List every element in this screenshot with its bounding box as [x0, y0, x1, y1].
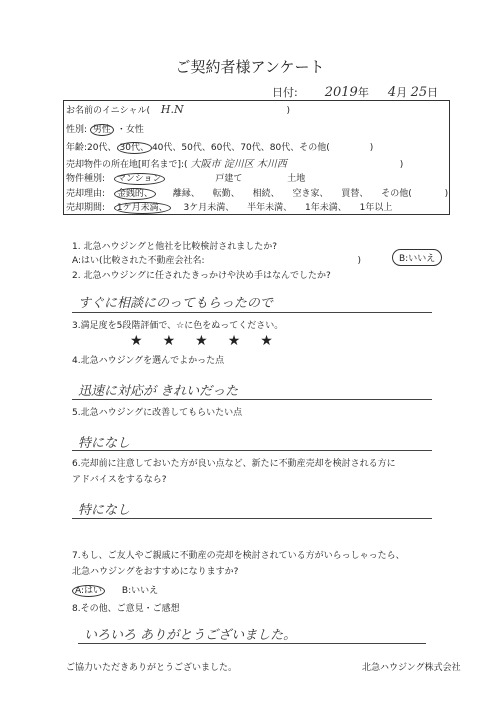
age-option-50: 50代、 [181, 143, 211, 153]
q2-answer: すぐに相談にのってもらったので [78, 296, 273, 311]
property-type-row [66, 171, 305, 184]
q7-options [72, 583, 158, 596]
gender-row [66, 122, 144, 135]
q6-text: 6.売却前に注意しておいた方が良い点など、新たに不動産売却を検討される方に [72, 459, 396, 469]
star-icon: ★ [130, 333, 143, 349]
date-year-unit: 年 [357, 86, 369, 99]
q7-text: 7.もし、ご友人やご親戚に不動産の売却を検討されている方がいらっしゃったら、 [72, 551, 405, 561]
address-row [66, 155, 403, 170]
address-value: 大阪市 淀川区 木川西 [190, 159, 287, 170]
q2-text: 2. 北急ハウジングに任されたきっかけや決め手はなんでしたか? [72, 271, 331, 281]
star-icon: ★ [162, 333, 176, 349]
footer-thanks: ご協力いただきありがとうございました。 [66, 663, 238, 673]
period-option-6m: 半年未満、 [247, 203, 293, 213]
page-title: ご契約者様アンケート [175, 58, 325, 76]
q7-text-2: 北急ハウジングをおすすめになりますか? [72, 567, 239, 577]
date-day-unit: 日 [427, 86, 439, 99]
q5-answer-line [72, 450, 432, 451]
period-option-1y: 1年未満、 [305, 203, 347, 213]
type-option-mansion: マンション [114, 173, 165, 185]
q5-answer: 特になし [78, 436, 131, 451]
q1-option-a-row [72, 253, 361, 266]
q4-text: 4.北急ハウジングを選んでよかった点 [72, 356, 225, 366]
initial-row [66, 103, 290, 116]
q7-option-a: A:はい [72, 585, 105, 597]
date-day: 25 [410, 85, 428, 100]
age-option-40: 40代、 [151, 143, 182, 153]
gender-option-male: 男性 [90, 124, 114, 136]
gender-label: 性別: [66, 125, 88, 135]
initial-close: ) [286, 106, 290, 116]
q3-star-rating [130, 330, 293, 349]
reason-option-divorce: 離縁、 [172, 189, 200, 199]
age-option-80: 80代、 [269, 143, 300, 153]
reason-option-financial: 金銭的、 [114, 188, 156, 200]
period-option-over-1y: 1年以上 [359, 203, 393, 213]
date-year: 2019 [324, 85, 358, 100]
age-option-20: 20代、 [87, 143, 117, 153]
type-option-land: 土地 [287, 174, 306, 184]
q1-option-a: A:はい(比較された不動産会社名: [72, 256, 205, 266]
age-option-other: その他( [299, 143, 330, 153]
address-close: ) [399, 160, 404, 170]
q5-text: 5.北急ハウジングに改善してもらいたい点 [72, 408, 243, 418]
age-option-30: 30代、 [117, 142, 152, 154]
age-option-60: 60代、 [210, 143, 241, 153]
period-label: 売却期間: [66, 203, 106, 213]
reason-row [66, 186, 448, 199]
q8-answer: いろいろ ありがとうございました。 [84, 628, 297, 643]
date-label: 日付: [272, 86, 298, 99]
age-option-70: 70代、 [240, 143, 270, 153]
date-month: 4 [387, 85, 397, 100]
reason-option-transfer: 転勤、 [212, 189, 240, 199]
q8-answer-line [78, 643, 426, 644]
star-icon: ★ [260, 333, 273, 349]
period-option-1m: 1ケ月未満、 [114, 202, 171, 214]
q1-option-b: B:いいえ [392, 249, 442, 266]
q7-option-b: B:いいえ [121, 586, 159, 596]
reason-option-replace: 買替、 [341, 189, 369, 199]
star-icon: ★ [195, 333, 208, 349]
q8-text: 8.その他、ご意見・ご感想 [72, 604, 180, 614]
period-row [66, 200, 392, 213]
q1-text: 1. 北急ハウジングと他社を比較検討されましたか? [72, 242, 278, 252]
q6-answer-line [72, 518, 432, 519]
reason-option-close: ) [444, 189, 449, 199]
reason-label: 売却理由: [66, 189, 106, 199]
period-option-3m: 3ケ月未満、 [183, 203, 235, 213]
age-option-close: ) [369, 143, 374, 153]
star-icon: ★ [227, 333, 241, 349]
initial-label: お名前のイニシャル( [66, 106, 150, 116]
reason-option-inheritance: 相続、 [252, 189, 280, 199]
date-month-unit: 月 [396, 86, 408, 99]
initial-value: H.N [160, 103, 184, 116]
reason-option-vacant: 空き家、 [292, 189, 329, 199]
q1-option-a-close: ) [357, 256, 361, 266]
property-type-label: 物件種別: [66, 174, 106, 184]
age-row [66, 140, 373, 153]
reason-option-other: その他( [381, 189, 412, 199]
date-row [272, 84, 438, 100]
q3-text: 3.満足度を5段階評価で、☆に色をぬってください。 [72, 321, 284, 331]
q6-answer: 特になし [78, 503, 131, 518]
q2-answer-line [72, 312, 432, 313]
q6-text-2: アドバイスをするなら? [72, 475, 167, 485]
footer-company: 北急ハウジング株式会社 [362, 663, 461, 673]
gender-option-female: ・女性 [116, 125, 144, 135]
q4-answer-line [72, 399, 432, 400]
q4-answer: 迅速に対応が きれいだった [78, 384, 239, 399]
address-label: 売却物件の所在地[町名まで]:( [66, 160, 188, 170]
age-label: 年齢: [66, 143, 88, 153]
type-option-house: 戸建て [215, 174, 243, 184]
